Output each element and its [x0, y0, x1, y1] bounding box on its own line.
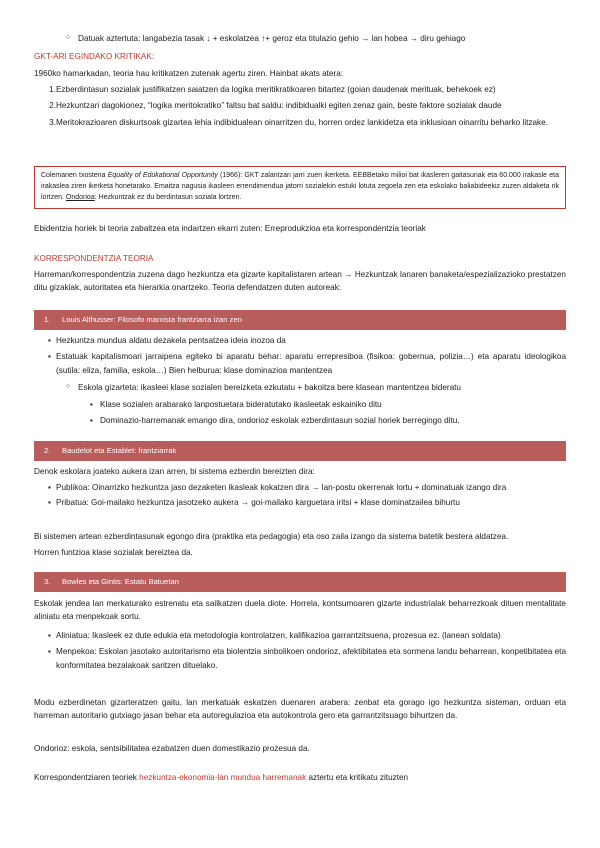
square-bullet-icon: ▪ [48, 631, 51, 640]
square-bullet-icon: ▪ [90, 416, 93, 426]
list-item: ▪ Hezkuntza mundua aldatu dezakela pentsatzea ideia inozoa da [34, 334, 566, 347]
list-item: ▪ Menpekoa: Eskolan jasotako autoritarismo eta biolentzia sinbolikoen ondorioz, afektibitatea eta sormena landu beharrean, konpetibitatea eta konformitatea bezalakoak saritzen dituelako. [48, 647, 566, 670]
list-item: ▪ Klase sozialen arabarako lanpostuetara bideratutako ikasleetak eskainiko ditu [34, 398, 566, 411]
section-banner-2: 2. Baudelot eta Establet: frantziarrak [34, 441, 566, 461]
section3-paragraph-2: Ondorioz: eskola, sentsibilitatea ezabatzen duen domestikazio prozesua da. [34, 744, 310, 753]
section-banner-1: 1. Louis Althusser: Filosofo marxista frantziarra izan zen [34, 310, 566, 330]
list-item: ▪ Aliniatua: Ikasleek ez dute edukia eta metodologia kontrolatzen, kalifikazioa garrantzitsuena, prozesua ez. (lanean soldata) [34, 629, 566, 642]
gkt-list [34, 83, 566, 129]
section3-bullets [34, 629, 566, 672]
final-paragraph: Korrespondentziaren teoriek hezkuntza-ekonomia-lan mundua harremanak aztertu eta kritikatu zituzten [34, 773, 409, 782]
ebidentzia-paragraph: Ebidentzia horiek bi teoria zabaltzea eta indartzen ekarri zuten: Erreprodukzioa eta korrespondentzia teoriak [34, 224, 426, 233]
square-bullet-icon: ▪ [48, 498, 51, 508]
square-bullet-icon: ▪ [48, 647, 51, 657]
section2-paragraph-2: Horren funtzioa klase sozialak bereiztea da. [34, 548, 193, 557]
list-item: 2. Hezkuntzari dagokionez, “logika meritokratiko” faltsu bat saldu: indibidualki egiten zenaz gain, beste faktore sozialak daude [49, 101, 502, 111]
circle-bullet-icon: ○ [66, 383, 71, 390]
section2-bullets [34, 481, 566, 510]
section2-paragraph-1: Bi sistemen artean ezberdintasunak egongo dira (praktika eta pedagogia) eta oso zaila izango da sistema batetik bestera aldatzea. [34, 532, 509, 541]
list-item: 3. Meritokrazioaren diskurtsoak gizartea lehia indibidualean oinarritzen du, horren ordez lankidetza eta inklusioan oinarritu beharko litzake. [49, 117, 548, 127]
gkt-heading: GKT-ARI EGINDAKO KRITIKAK: [34, 52, 155, 61]
list-item: 1. Ezberdintasun sozialak justifikatzen saiatzen da logika meritikratikoaren bitartez (goian daudenak merituak, behekoek ez) [49, 85, 496, 94]
korrespondentzia-intro: Harreman/korrespondentzia zuzena dago hezkuntza eta gizarte kapitalistaren artean → Hezkuntzak lanaren banaketa/espezializazioko prestatzen ditu gizakiak, autoritatea eta hierarkia onartzeko. Teoria defendatzen duten autoreak: [34, 270, 566, 293]
korrespondentzia-heading: KORRESPONDENTZIA TEORIA [34, 254, 154, 263]
circle-bullet-icon: ○ [66, 34, 71, 41]
gkt-intro: 1960ko hamarkadan, teoria hau kritikatzen zutenak agertu ziren. Hainbat akats atera: [34, 69, 344, 78]
coleman-box: Colemanen txostena Equality of Edukational Opportunity (1966): GKT zalantzan jarri zuen ikerketa. EEBBetako milioi bat ikasleren gaitasunak eta 60.000 irakasle eta irakaslea ziren ikerketa honetarako. Emaitza nagusia ikasleen errendimendua jatorri sozialekin estuki lotuta zegoela zen eta eskolako baliabideekiz zuzen aldaketa rik lortzen. Ondorioa: Hezkuntzak ez du berdintasun soziala lortzen. [34, 166, 566, 209]
section1-sub [34, 381, 566, 394]
list-item: ▪ Publikoa: Oinarrizko hezkuntza jaso dezaketen ikasleak kokatzen dira → lan-postu okerrenak lortu + dominatuak izango dira [34, 481, 566, 494]
section-banner-3: 3. Bowles eta Gintis: Estatu Batuetan [34, 572, 566, 592]
square-bullet-icon: ▪ [48, 336, 51, 345]
list-item: ▪ Dominazio-harremanak emango dira, ondorioz eskolak ezberdintasun sozial horiek berregingo ditu. [34, 414, 566, 427]
section1-bullets [34, 334, 566, 377]
highlight-text: hezkuntza-ekonomia-lan mundua harremanak [139, 773, 307, 782]
list-item: ▪ Pribatua: Goi-mailako hezkuntza jasotzeko aukera → goi-mailako karguetara iritsi + klase dominatzailea bihurtu [34, 496, 566, 509]
list-item: ○ Datuak aztertuta: langabezia tasak ↓ + eskolatzea ↑+ geroz eta titulazio gehio → lan hobea → diru gehiago [66, 34, 466, 43]
square-bullet-icon: ▪ [90, 400, 93, 409]
section1-subsub [34, 398, 566, 428]
square-bullet-icon: ▪ [48, 483, 51, 492]
section2-intro: Denok eskolara joateko aukera izan arren, bi sistema ezberdin bereizten dira: [34, 467, 315, 476]
ondorioa-label: Ondorioa [65, 193, 95, 201]
section3-intro: Eskolak jendea lan merkaturako estrenatu eta sailkatzen duela diote. Horrela, kontsumoaren gizarte industrialak beharrezkoak dituen mentalitate aliniatu eta menpekoak sortu. [34, 599, 566, 622]
report-title: Equality of Edukational Opportunity [107, 172, 218, 179]
list-item: ▪ Estatuak kapitalismoari jarraipena egiteko bi aparatu behar: aparatu errepresiboa (fisikoa: gobernua, polizia…) eta aparatu ideologikoa (sutila: eliza, familia, eskola…) Bien helburua: klase dominazioa mantentzea [48, 352, 566, 375]
section3-paragraph-1: Modu ezberdinetan gizarteratzen gaitu, lan merkatuak eskatzen duenaren arabera: zenbat eta gorago igo hezkuntza sisteman, orduan eta harreman autoritario gutxiago jasan behar eta autoregulazioa eta autokontrola gero eta garrantzitsuago bihurtzen da. [34, 698, 566, 721]
square-bullet-icon: ▪ [48, 352, 51, 362]
top-bullet-block [34, 32, 566, 45]
list-item: ○ Eskola gizarteta: ikasleei klase sozialen bereizketa ezkutatu + bakoitza bere klasean mantentzea bideratu [66, 383, 461, 392]
